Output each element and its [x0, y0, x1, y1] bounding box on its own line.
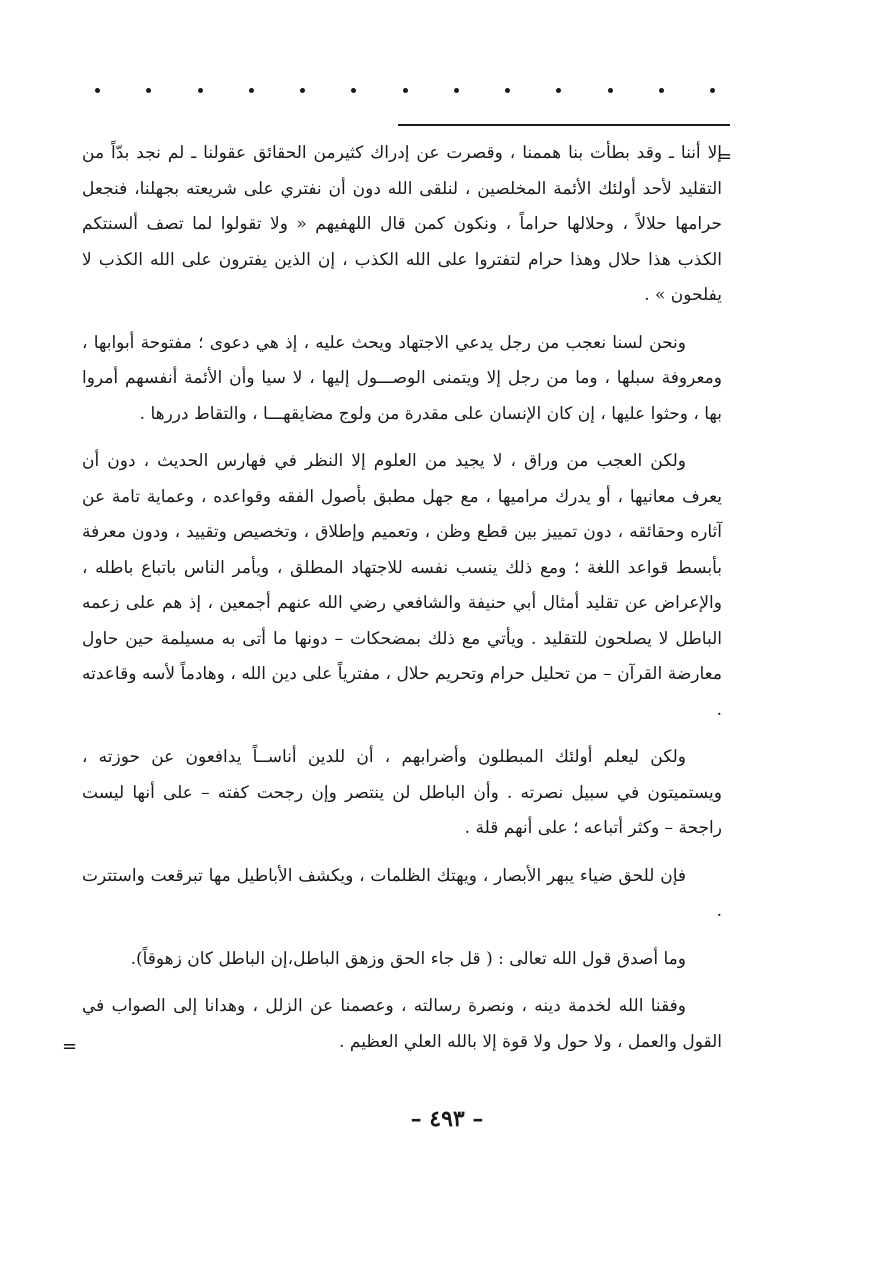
decorative-dot — [608, 88, 613, 93]
paragraph-5: فإن للحق ضياء يبهر الأبصار ، ويهتك الظلمات ، ويكشف الأباطيل مها تبرقعت واستترت . — [82, 865, 722, 921]
decorative-dot — [300, 88, 305, 93]
continuation-marker-bottom: = — [62, 1036, 78, 1057]
continuation-marker-top: = — [717, 146, 733, 167]
decorative-dot — [659, 88, 664, 93]
paragraph-4: ولكن ليعلم أولئك المبطلون وأضرابهم ، أن للدين أناســاً يدافعون عن حوزته ، ويستميتون في سبيل نصرته . وأن الباطل لن ينتصر وإن رجحت كفته – على أنها ليست راجحة – وكثر أتباعه ؛ على أنهم قلة . — [82, 747, 722, 838]
decorative-dot — [249, 88, 254, 93]
page-number: – ٤٩٣ – — [410, 1106, 484, 1132]
decorative-dot — [198, 88, 203, 93]
decorative-dot — [454, 88, 459, 93]
paragraph-7: وفقنا الله لخدمة دينه ، ونصرة رسالته ، وعصمنا عن الزلل ، وهدانا إلى الصواب في القول والعمل ، ولا حول ولا قوة إلا بالله العلي العظيم . — [82, 996, 722, 1052]
paragraph-2: ونحن لسنا نعجب من رجل يدعي الاجتهاد ويحث عليه ، إذ هي دعوى ؛ مفتوحة أبوابها ، ومعروفة سبلها ، وما من رجل إلا ويتمنى الوصـــول إليها ، لا سيا وأن الأئمة أنفسهم أمروا بها ، وحثوا عليها ، إن كان الإنسان على مقدرة من ولوج مضايقهـــا ، والتقاط دررها . — [82, 332, 722, 424]
top-rule-divider — [398, 124, 730, 126]
decorative-dot — [710, 88, 715, 93]
decorative-dot — [95, 88, 100, 93]
decorative-dot — [403, 88, 408, 93]
decorative-dot — [146, 88, 151, 93]
paragraph-3: ولكن العجب من وراق ، لا يجيد من العلوم إلا النظر في فهارس الحديث ، دون أن يعرف معانيها ، أو يدرك مراميها ، مع جهل مطبق بأصول الفقه وقواعده ، وعماية تامة عن آثاره وحقائقه ، دون تمييز بين قطع وظن ، وتعميم وإطلاق ، وتخصيص وتقييد ، ودون معرفة بأبسط قواعد اللغة ؛ ومع ذلك ينسب نفسه للاجتهاد المطلق ، ويأمر الناس باتباع باطله ، والإعراض عن تقليد أمثال أبي حنيفة والشافعي رضي الله عنهم أجمعين ، إذ هم على زعمه الباطل لا يصلحون للتقليد . ويأتي مع ذلك بمضحكات – دونها ما أتى به مسيلمة حين حاول معارضة القرآن – من تحليل حرام وتحريم حلال ، مفترياً على دين الله ، وهادماً لأسه وقاعدته . — [82, 451, 722, 720]
decorative-dot — [505, 88, 510, 93]
page-body — [82, 136, 722, 1072]
decorative-dot — [556, 88, 561, 93]
paragraph-1: إلا أننا ـ وقد بطأت بنا هممنا ، وقصرت عن إدراك كثيرمن الحقائق عقولنا ـ لم نجد بدّاً من التقليد لأحد أولئك الأئمة المخلصين ، لنلقى الله دون أن نفتري على شريعته بجهلنا، فنجعل حرامها حلالاً ، وحلالها حراماً ، ونكون كمن قال اللهفيهم « ولا تقولوا لما تصف ألسنتكم الكذب هذا حلال وهذا حرام لتفتروا على الله الكذب ، إن الذين يفترون على الله الكذب لا يفلحون » . — [82, 143, 722, 305]
top-decorative-dots — [95, 80, 715, 100]
paragraph-6: وما أصدق قول الله تعالى : ( قل جاء الحق وزهق الباطل،إن الباطل كان زهوقاً). — [130, 948, 686, 969]
decorative-dot — [351, 88, 356, 93]
